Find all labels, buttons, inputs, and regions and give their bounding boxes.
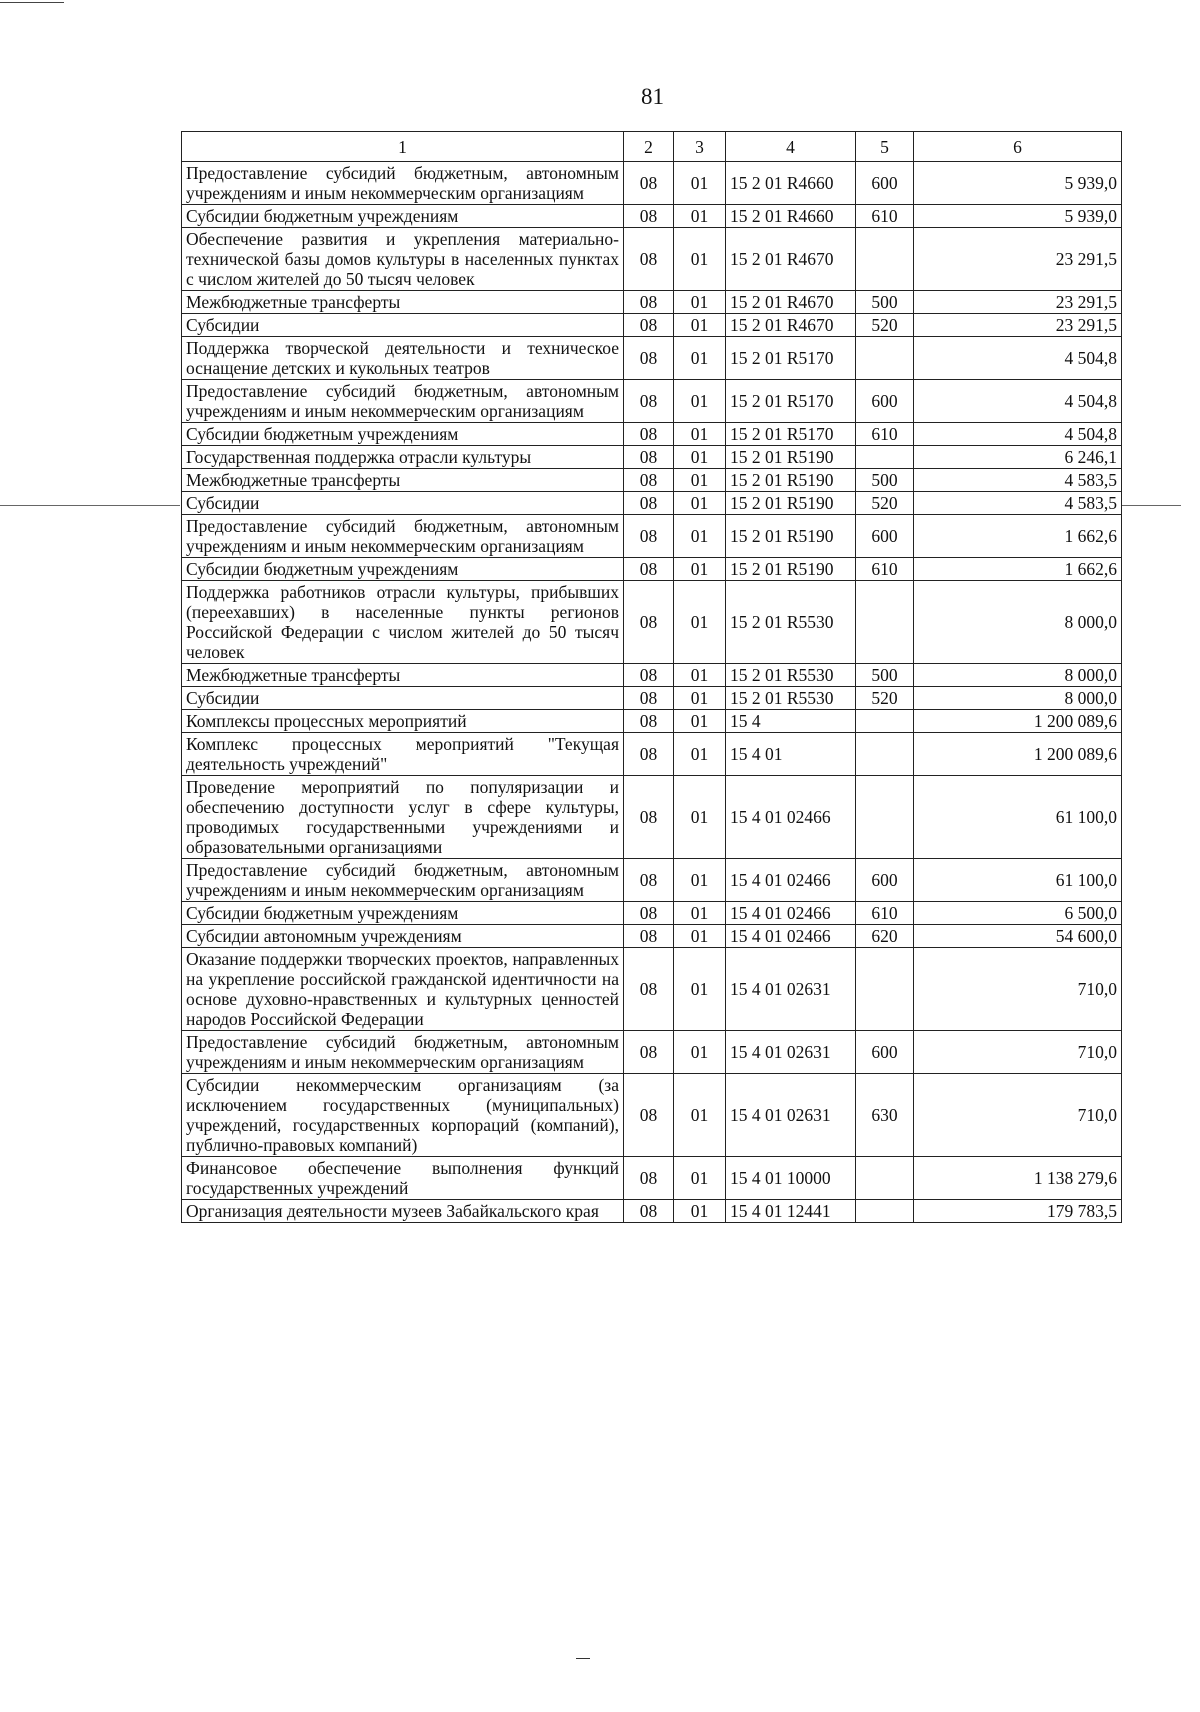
row-name: Субсидии	[182, 492, 624, 515]
table-row	[182, 469, 1122, 492]
row-section: 08	[624, 925, 674, 948]
row-section: 08	[624, 1074, 674, 1157]
row-section: 08	[624, 423, 674, 446]
table-row	[182, 291, 1122, 314]
row-amount: 1 200 089,6	[914, 733, 1122, 776]
table-row	[182, 205, 1122, 228]
row-subsection: 01	[674, 423, 726, 446]
row-section: 08	[624, 446, 674, 469]
row-name: Предоставление субсидий бюджетным, автономным учреждениям и иным некоммерческим организациям	[182, 515, 624, 558]
table-row	[182, 733, 1122, 776]
row-target-article: 15 2 01 R5190	[726, 469, 856, 492]
row-expense-type: 500	[856, 291, 914, 314]
row-target-article: 15 4 01 02631	[726, 1031, 856, 1074]
row-target-article: 15 2 01 R5170	[726, 380, 856, 423]
row-expense-type: 630	[856, 1074, 914, 1157]
row-subsection: 01	[674, 902, 726, 925]
row-name: Субсидии автономным учреждениям	[182, 925, 624, 948]
row-subsection: 01	[674, 1074, 726, 1157]
row-section: 08	[624, 205, 674, 228]
row-subsection: 01	[674, 314, 726, 337]
table-row	[182, 314, 1122, 337]
table-row	[182, 492, 1122, 515]
table-row	[182, 423, 1122, 446]
row-amount: 23 291,5	[914, 314, 1122, 337]
table-row	[182, 687, 1122, 710]
row-subsection: 01	[674, 558, 726, 581]
row-expense-type: 520	[856, 687, 914, 710]
row-expense-type: 610	[856, 205, 914, 228]
row-expense-type	[856, 710, 914, 733]
row-subsection: 01	[674, 733, 726, 776]
table-row	[182, 446, 1122, 469]
row-amount: 5 939,0	[914, 205, 1122, 228]
row-subsection: 01	[674, 205, 726, 228]
row-target-article: 15 4 01 02631	[726, 948, 856, 1031]
row-section: 08	[624, 337, 674, 380]
row-amount: 6 500,0	[914, 902, 1122, 925]
row-expense-type: 520	[856, 314, 914, 337]
row-expense-type	[856, 776, 914, 859]
row-target-article: 15 4 01 10000	[726, 1157, 856, 1200]
row-subsection: 01	[674, 1031, 726, 1074]
row-subsection: 01	[674, 859, 726, 902]
row-name: Межбюджетные трансферты	[182, 291, 624, 314]
table-row	[182, 710, 1122, 733]
row-target-article: 15 2 01 R5190	[726, 446, 856, 469]
row-expense-type	[856, 948, 914, 1031]
row-expense-type: 500	[856, 469, 914, 492]
row-name: Предоставление субсидий бюджетным, автономным учреждениям и иным некоммерческим организациям	[182, 380, 624, 423]
row-target-article: 15 2 01 R5190	[726, 515, 856, 558]
row-section: 08	[624, 687, 674, 710]
row-amount: 4 504,8	[914, 337, 1122, 380]
row-name: Субсидии бюджетным учреждениям	[182, 423, 624, 446]
row-name: Субсидии	[182, 314, 624, 337]
row-amount: 1 138 279,6	[914, 1157, 1122, 1200]
row-expense-type: 610	[856, 423, 914, 446]
row-section: 08	[624, 733, 674, 776]
row-target-article: 15 4 01 02466	[726, 776, 856, 859]
row-target-article: 15 2 01 R4660	[726, 162, 856, 205]
scan-fold-line-left	[0, 505, 180, 506]
footer-mark	[576, 1658, 590, 1659]
row-expense-type: 600	[856, 162, 914, 205]
row-subsection: 01	[674, 380, 726, 423]
row-name: Субсидии бюджетным учреждениям	[182, 558, 624, 581]
col-header-amount: 6	[914, 132, 1122, 162]
row-section: 08	[624, 664, 674, 687]
row-target-article: 15 4	[726, 710, 856, 733]
row-section: 08	[624, 1157, 674, 1200]
row-name: Организация деятельности музеев Забайкальского края	[182, 1200, 624, 1223]
row-amount: 4 504,8	[914, 423, 1122, 446]
row-subsection: 01	[674, 469, 726, 492]
row-section: 08	[624, 228, 674, 291]
row-name: Обеспечение развития и укрепления материально-технической базы домов культуры в населенных пунктах с числом жителей до 50 тысяч человек	[182, 228, 624, 291]
col-header-target-article: 4	[726, 132, 856, 162]
table-row	[182, 1200, 1122, 1223]
row-section: 08	[624, 314, 674, 337]
row-subsection: 01	[674, 710, 726, 733]
row-section: 08	[624, 1200, 674, 1223]
table-row	[182, 337, 1122, 380]
row-expense-type: 620	[856, 925, 914, 948]
row-subsection: 01	[674, 162, 726, 205]
row-name: Субсидии бюджетным учреждениям	[182, 902, 624, 925]
table-row	[182, 859, 1122, 902]
row-target-article: 15 2 01 R4670	[726, 291, 856, 314]
row-name: Финансовое обеспечение выполнения функций государственных учреждений	[182, 1157, 624, 1200]
row-name: Субсидии	[182, 687, 624, 710]
table-row	[182, 948, 1122, 1031]
row-amount: 4 583,5	[914, 469, 1122, 492]
row-amount: 179 783,5	[914, 1200, 1122, 1223]
row-section: 08	[624, 469, 674, 492]
row-target-article: 15 2 01 R5170	[726, 337, 856, 380]
budget-table	[181, 131, 1122, 1223]
row-expense-type	[856, 581, 914, 664]
row-section: 08	[624, 776, 674, 859]
row-target-article: 15 2 01 R5530	[726, 687, 856, 710]
row-name: Межбюджетные трансферты	[182, 469, 624, 492]
row-amount: 4 504,8	[914, 380, 1122, 423]
row-name: Предоставление субсидий бюджетным, автономным учреждениям и иным некоммерческим организациям	[182, 859, 624, 902]
row-name: Оказание поддержки творческих проектов, направленных на укрепление российской гражданской идентичности на основе духовно-нравственных и культурных ценностей народов Российской Федерации	[182, 948, 624, 1031]
row-name: Комплексы процессных мероприятий	[182, 710, 624, 733]
row-target-article: 15 4 01 02466	[726, 925, 856, 948]
table-row	[182, 925, 1122, 948]
row-name: Комплекс процессных мероприятий "Текущая деятельность учреждений"	[182, 733, 624, 776]
row-amount: 8 000,0	[914, 664, 1122, 687]
row-section: 08	[624, 902, 674, 925]
table-row	[182, 228, 1122, 291]
col-header-name: 1	[182, 132, 624, 162]
col-header-subsection: 3	[674, 132, 726, 162]
col-header-expense-type: 5	[856, 132, 914, 162]
row-subsection: 01	[674, 581, 726, 664]
table-row	[182, 515, 1122, 558]
row-name: Проведение мероприятий по популяризации и обеспечению доступности услуг в сфере культуры, проводимых государственными учреждениями и образовательными организациями	[182, 776, 624, 859]
row-subsection: 01	[674, 664, 726, 687]
row-expense-type	[856, 446, 914, 469]
table-header-row	[182, 132, 1122, 162]
row-target-article: 15 4 01 02466	[726, 902, 856, 925]
row-target-article: 15 2 01 R4670	[726, 314, 856, 337]
row-amount: 23 291,5	[914, 228, 1122, 291]
row-expense-type: 600	[856, 859, 914, 902]
row-target-article: 15 2 01 R5530	[726, 581, 856, 664]
row-amount: 6 246,1	[914, 446, 1122, 469]
row-section: 08	[624, 380, 674, 423]
row-expense-type: 600	[856, 1031, 914, 1074]
row-amount: 8 000,0	[914, 581, 1122, 664]
row-name: Межбюджетные трансферты	[182, 664, 624, 687]
table-row	[182, 558, 1122, 581]
row-subsection: 01	[674, 1200, 726, 1223]
row-name: Предоставление субсидий бюджетным, автономным учреждениям и иным некоммерческим организациям	[182, 162, 624, 205]
row-expense-type	[856, 733, 914, 776]
row-expense-type	[856, 228, 914, 291]
row-subsection: 01	[674, 515, 726, 558]
row-section: 08	[624, 558, 674, 581]
table-row	[182, 902, 1122, 925]
row-subsection: 01	[674, 446, 726, 469]
row-expense-type: 610	[856, 558, 914, 581]
row-target-article: 15 2 01 R5190	[726, 492, 856, 515]
row-expense-type: 610	[856, 902, 914, 925]
row-subsection: 01	[674, 291, 726, 314]
row-amount: 1 662,6	[914, 515, 1122, 558]
row-target-article: 15 2 01 R5170	[726, 423, 856, 446]
row-target-article: 15 4 01 12441	[726, 1200, 856, 1223]
row-expense-type: 500	[856, 664, 914, 687]
row-expense-type: 600	[856, 380, 914, 423]
row-amount: 8 000,0	[914, 687, 1122, 710]
row-target-article: 15 4 01 02631	[726, 1074, 856, 1157]
row-section: 08	[624, 581, 674, 664]
row-section: 08	[624, 291, 674, 314]
row-amount: 710,0	[914, 948, 1122, 1031]
table-row	[182, 581, 1122, 664]
row-name: Предоставление субсидий бюджетным, автономным учреждениям и иным некоммерческим организациям	[182, 1031, 624, 1074]
row-target-article: 15 4 01	[726, 733, 856, 776]
scan-fold-line-right	[1121, 505, 1181, 506]
row-amount: 54 600,0	[914, 925, 1122, 948]
table-row	[182, 162, 1122, 205]
row-subsection: 01	[674, 492, 726, 515]
row-expense-type	[856, 1200, 914, 1223]
row-name: Поддержка работников отрасли культуры, прибывших (переехавших) в населенные пункты регионов Российской Федерации с числом жителей до 50 тысяч человек	[182, 581, 624, 664]
row-section: 08	[624, 1031, 674, 1074]
scan-edge-line	[0, 2, 64, 3]
row-section: 08	[624, 859, 674, 902]
row-target-article: 15 2 01 R5530	[726, 664, 856, 687]
row-name: Государственная поддержка отрасли культуры	[182, 446, 624, 469]
row-expense-type	[856, 1157, 914, 1200]
row-amount: 1 662,6	[914, 558, 1122, 581]
row-subsection: 01	[674, 337, 726, 380]
table-row	[182, 380, 1122, 423]
row-section: 08	[624, 515, 674, 558]
row-target-article: 15 2 01 R5190	[726, 558, 856, 581]
row-target-article: 15 2 01 R4670	[726, 228, 856, 291]
table-row	[182, 1157, 1122, 1200]
table-row	[182, 1031, 1122, 1074]
row-expense-type: 520	[856, 492, 914, 515]
row-section: 08	[624, 492, 674, 515]
row-amount: 710,0	[914, 1074, 1122, 1157]
col-header-section: 2	[624, 132, 674, 162]
row-target-article: 15 4 01 02466	[726, 859, 856, 902]
row-subsection: 01	[674, 948, 726, 1031]
row-name: Субсидии бюджетным учреждениям	[182, 205, 624, 228]
row-name: Субсидии некоммерческим организациям (за исключением государственных (муниципальных) учреждений, государственных корпораций (компаний), публично-правовых компаний)	[182, 1074, 624, 1157]
row-subsection: 01	[674, 1157, 726, 1200]
row-amount: 5 939,0	[914, 162, 1122, 205]
row-subsection: 01	[674, 925, 726, 948]
row-subsection: 01	[674, 776, 726, 859]
row-name: Поддержка творческой деятельности и техническое оснащение детских и кукольных театров	[182, 337, 624, 380]
row-amount: 4 583,5	[914, 492, 1122, 515]
page-number: 81	[641, 84, 664, 109]
row-subsection: 01	[674, 228, 726, 291]
row-expense-type	[856, 337, 914, 380]
table-row	[182, 664, 1122, 687]
table-row	[182, 1074, 1122, 1157]
row-expense-type: 600	[856, 515, 914, 558]
row-section: 08	[624, 162, 674, 205]
row-section: 08	[624, 948, 674, 1031]
row-section: 08	[624, 710, 674, 733]
row-target-article: 15 2 01 R4660	[726, 205, 856, 228]
table-row	[182, 776, 1122, 859]
row-amount: 61 100,0	[914, 776, 1122, 859]
row-amount: 710,0	[914, 1031, 1122, 1074]
row-subsection: 01	[674, 687, 726, 710]
row-amount: 23 291,5	[914, 291, 1122, 314]
row-amount: 1 200 089,6	[914, 710, 1122, 733]
row-amount: 61 100,0	[914, 859, 1122, 902]
